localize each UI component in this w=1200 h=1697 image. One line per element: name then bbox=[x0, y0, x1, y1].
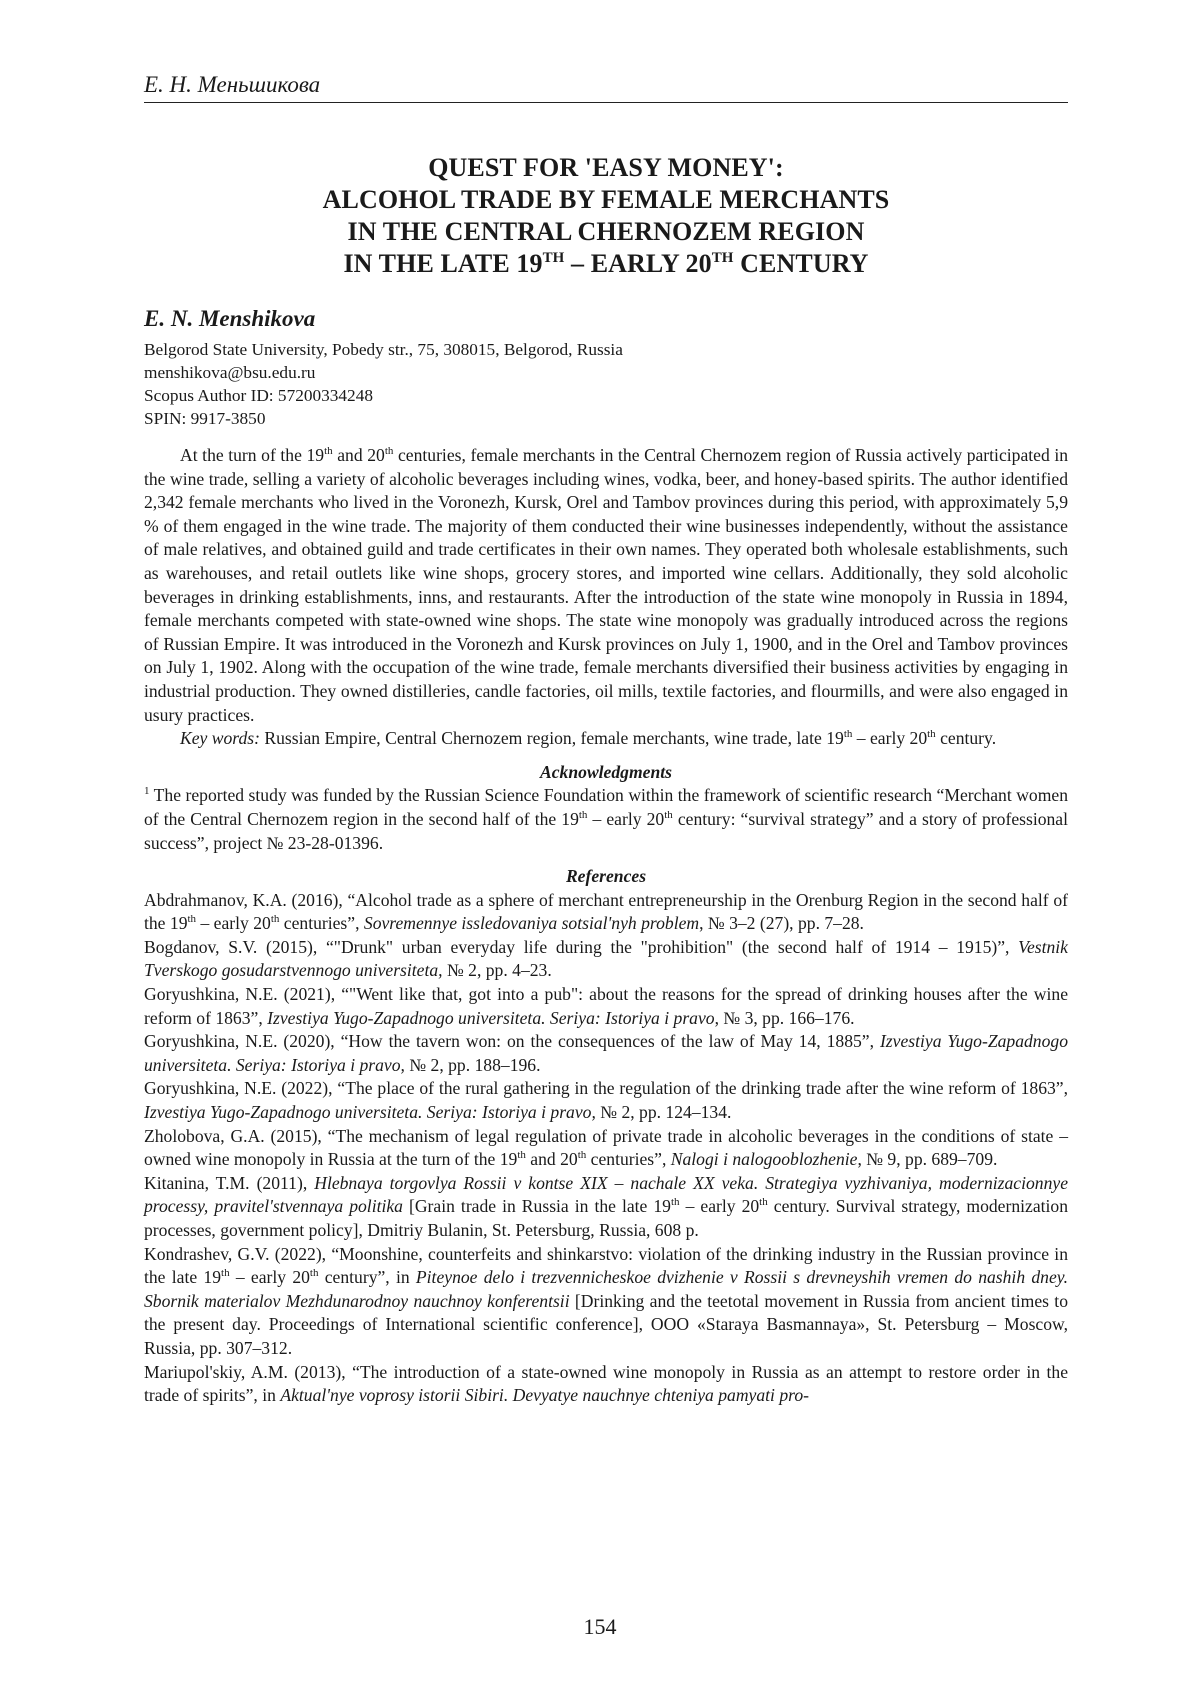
keywords-label: Key words: bbox=[180, 728, 260, 748]
author-affiliation-block bbox=[144, 338, 623, 430]
affiliation: Belgorod State University, Pobedy str., 75, 308015, Belgorod, Russia bbox=[144, 338, 623, 361]
reference-item: Goryushkina, N.E. (2021), “"Went like that, got into a pub": about the reasons for the spread of drinking houses after the wine reform of 1863”, Izvestiya Yugo-Zapadnogo universiteta. Seriya: Istoriya i pravo, № 3, pp. 166–176. bbox=[144, 983, 1068, 1030]
reference-item: Kitanina, T.M. (2011), Hlebnaya torgovlya Rossii v kontse XIX – nachale XX veka. Strategiya vyzhivaniya, modernizacionnye processy, pravitel'stvennaya politika [Grain trade in Russia in the late 19th – early 20th century. Survival strategy, modernization processes, government policy], Dmitriy Bulanin, St. Petersburg, Russia, 608 p. bbox=[144, 1172, 1068, 1243]
reference-item: Goryushkina, N.E. (2020), “How the tavern won: on the consequences of the law of May 14, 1885”, Izvestiya Yugo-Zapadnogo universiteta. Seriya: Istoriya i pravo, № 2, pp. 188–196. bbox=[144, 1030, 1068, 1077]
title-line: IN THE CENTRAL CHERNOZEM REGION bbox=[144, 216, 1068, 248]
abstract: At the turn of the 19th and 20th centuries, female merchants in the Central Chernozem region of Russia actively participated in the wine trade, selling a variety of alcoholic beverages including wines, vodka, beer, and honey-based spirits. The author identified 2,342 female merchants who lived in the Voronezh, Kursk, Orel and Tambov provinces during this period, with approximately 5,9 % of them engaged in the wine trade. The majority of them conducted their wine businesses independently, without the assistance of male relatives, and obtained guild and trade certificates in their own names. They operated both wholesale establishments, such as warehouses, and retail outlets like wine shops, grocery stores, and imported wine cellars. Additionally, they sold alcoholic beverages in drinking establishments, inns, and restaurants. After the introduction of the state wine monopoly in Russia in 1894, female merchants competed with state-owned wine shops. The state wine monopoly was gradually introduced across the regions of Russian Empire. It was introduced in the Voronezh and Kursk provinces on July 1, 1900, and in the Orel and Tambov provinces on July 1, 1902. Along with the occupation of the wine trade, female merchants diversified their business activities by engaging in industrial production. They owned distilleries, candle factories, oil mills, textile factories, and flourmills, and were also engaged in usury practices. bbox=[144, 444, 1068, 727]
acknowledgments-text: 1 The reported study was funded by the Russian Science Foundation within the framework of scientific research “Merchant women of the Central Chernozem region in the second half of the 19th – early 20th century: “survival strategy” and a story of professional success”, project № 23-28-01396. bbox=[144, 784, 1068, 855]
keywords: Key words: Russian Empire, Central Chernozem region, female merchants, wine trade, late 19th – early 20th century. bbox=[144, 727, 1068, 751]
document-page bbox=[0, 0, 1200, 1697]
title-line: ALCOHOL TRADE BY FEMALE MERCHANTS bbox=[144, 184, 1068, 216]
reference-item: Goryushkina, N.E. (2022), “The place of the rural gathering in the regulation of the drinking trade after the wine reform of 1863”, Izvestiya Yugo-Zapadnogo universiteta. Seriya: Istoriya i pravo, № 2, pp. 124–134. bbox=[144, 1077, 1068, 1124]
running-head: Е. Н. Меньшикова bbox=[144, 72, 1068, 103]
article-body bbox=[144, 444, 1068, 1408]
references-heading: References bbox=[144, 865, 1068, 889]
title-line: QUEST FOR 'EASY MONEY': bbox=[144, 152, 1068, 184]
spin-code: SPIN: 9917-3850 bbox=[144, 407, 623, 430]
scopus-id: Scopus Author ID: 57200334248 bbox=[144, 384, 623, 407]
reference-item: Abdrahmanov, K.A. (2016), “Alcohol trade as a sphere of merchant entrepreneurship in the Orenburg Region in the second half of the 19th – early 20th centuries”, Sovremennye issledovaniya sotsial'nyh problem, № 3–2 (27), pp. 7–28. bbox=[144, 889, 1068, 936]
email[interactable]: menshikova@bsu.edu.ru bbox=[144, 361, 623, 384]
author-name: E. N. Menshikova bbox=[144, 306, 315, 332]
reference-item: Zholobova, G.A. (2015), “The mechanism of legal regulation of private trade in alcoholic beverages in the conditions of state – owned wine monopoly in Russia at the turn of the 19th and 20th centuries”, Nalogi i nalogooblozhenie, № 9, pp. 689–709. bbox=[144, 1125, 1068, 1172]
page-number: 154 bbox=[0, 1614, 1200, 1640]
reference-item: Bogdanov, S.V. (2015), “"Drunk" urban everyday life during the "prohibition" (the second half of 1914 – 1915)”, Vestnik Tverskogo gosudarstvennogo universiteta, № 2, pp. 4–23. bbox=[144, 936, 1068, 983]
reference-item: Kondrashev, G.V. (2022), “Moonshine, counterfeits and shinkarstvo: violation of the drinking industry in the Russian province in the late 19th – early 20th century”, in Piteynoe delo i trezvennicheskoe dvizhenie v Rossii s drevneyshih vremen do nashih dney. Sbornik materialov Mezhdunarodnoy nauchnoy konferentsii [Drinking and the teetotal movement in Russia from ancient times to the present day. Proceedings of International scientific conference], OOO «Staraya Basmannaya», St. Petersburg – Moscow, Russia, pp. 307–312. bbox=[144, 1243, 1068, 1361]
acknowledgments-heading: Acknowledgments bbox=[144, 761, 1068, 785]
paper-title bbox=[144, 152, 1068, 280]
title-line: IN THE LATE 19TH – EARLY 20TH CENTURY bbox=[144, 248, 1068, 280]
reference-item: Mariupol'skiy, A.M. (2013), “The introduction of a state-owned wine monopoly in Russia as an attempt to restore order in the trade of spirits”, in Aktual'nye voprosy istorii Sibiri. Devyatye nauchnye chteniya pamyati pro- bbox=[144, 1361, 1068, 1408]
